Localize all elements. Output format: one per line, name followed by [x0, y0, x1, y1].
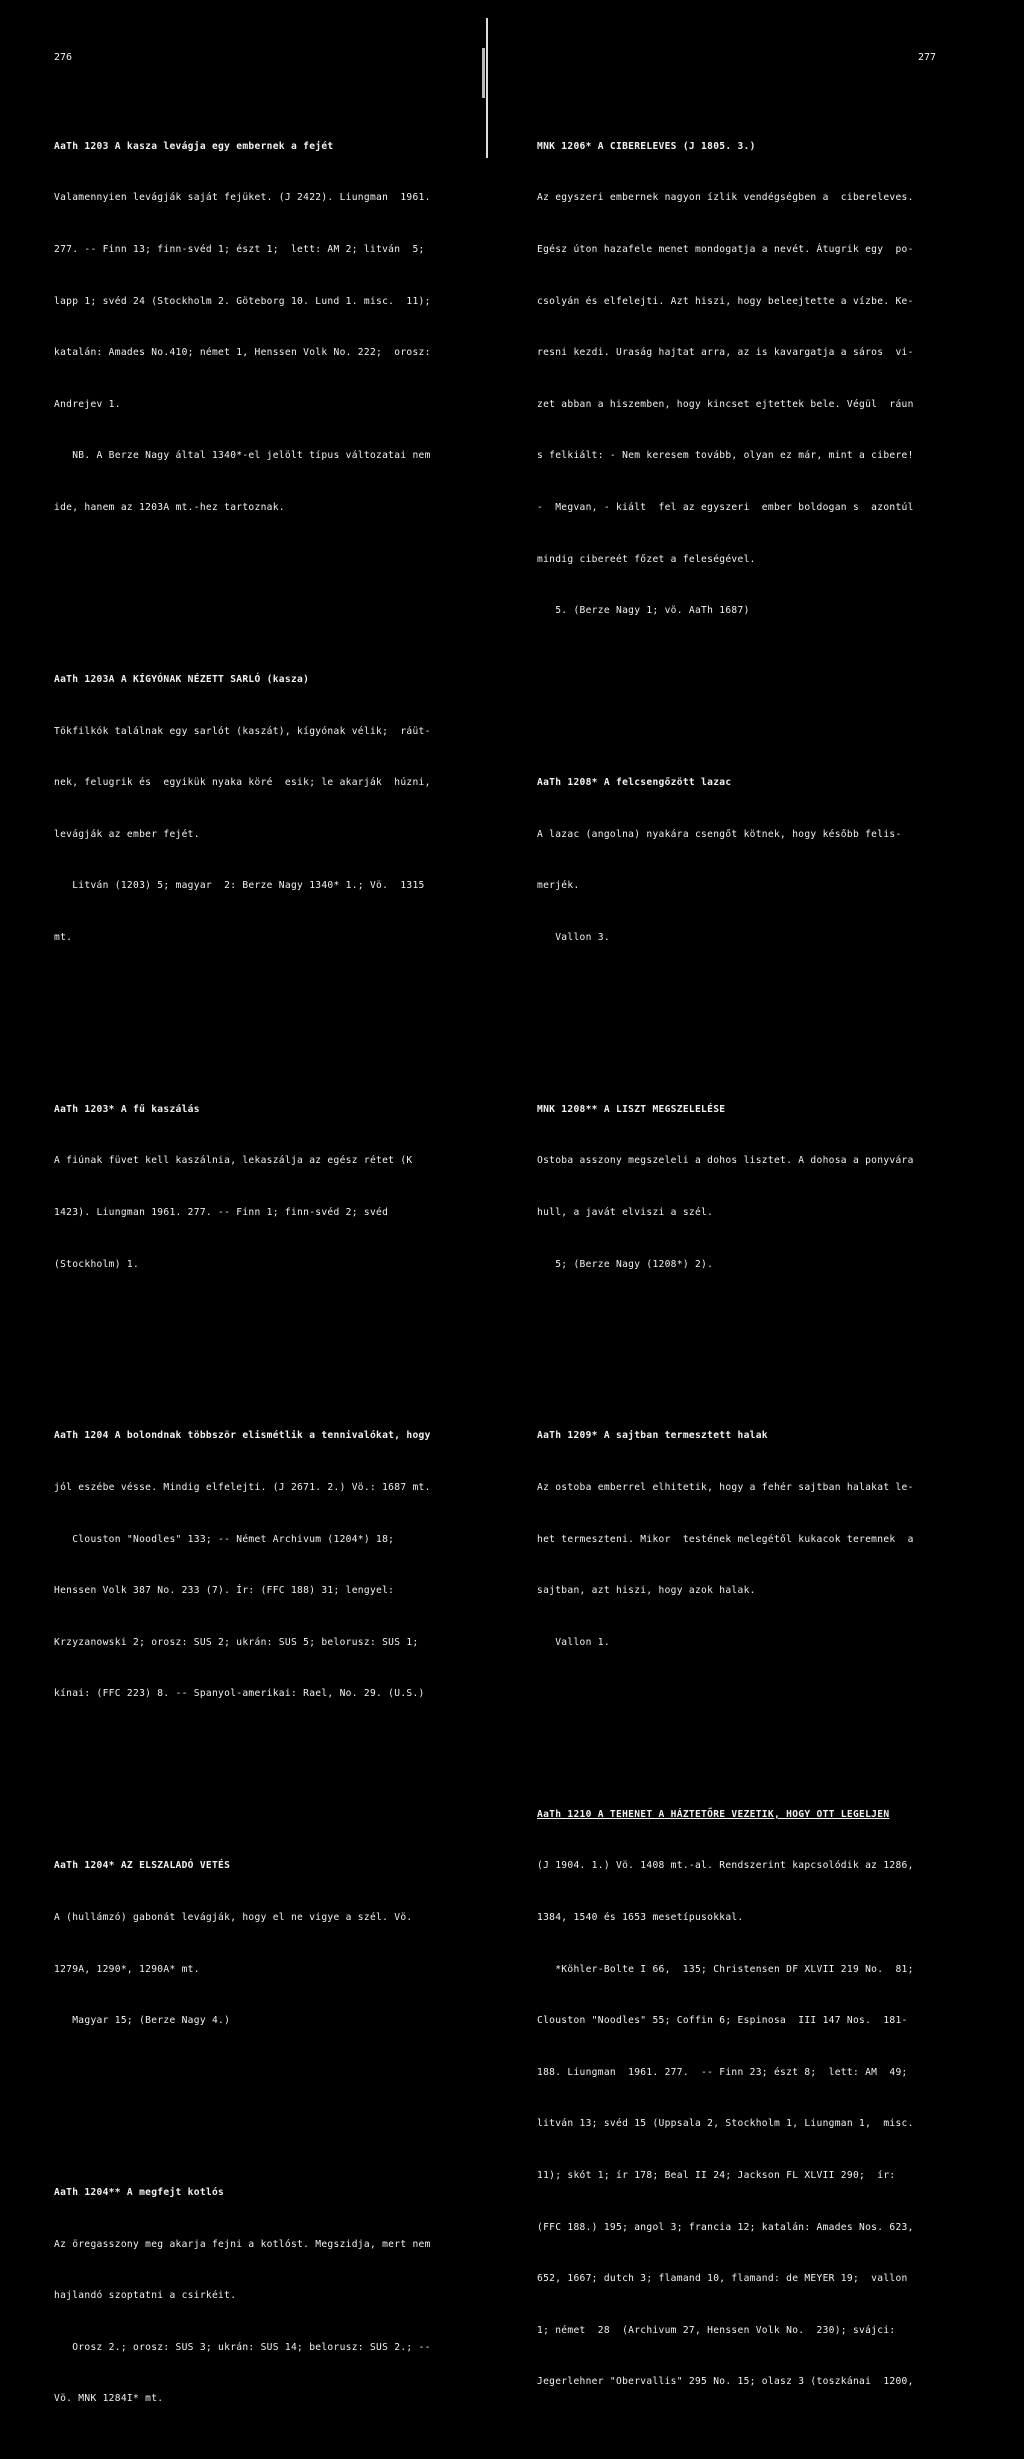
entry-1203a	[54, 637, 464, 981]
left-column	[54, 69, 464, 2459]
entry-line: Clouston "Noodles" 133; -- Német Archivum (1204*) 18;	[54, 1533, 395, 1545]
entry-line: Vallon 3.	[537, 931, 610, 943]
entry-line: A lazac (angolna) nyakára csengőt kötnek, hogy később felis-	[537, 828, 902, 840]
entry-mnk-1206	[537, 103, 977, 654]
entry-line: Tökfilkók találnak egy sarlót (kaszát), kígyónak vélik; ráüt-	[54, 725, 431, 737]
entry-heading: AaTh 1210 A TEHENET A HÁZTETŐRE VEZETIK, HOGY OTT LEGELJEN	[537, 1808, 890, 1820]
entry-heading: AaTh 1208* A felcsengőzött lazac	[537, 777, 732, 789]
entry-line: Magyar 15; (Berze Nagy 4.)	[54, 2015, 231, 2027]
entry-line: 5; (Berze Nagy (1208*) 2).	[537, 1258, 714, 1270]
entry-line: Krzyzanowski 2; orosz: SUS 2; ukrán: SUS 5; belorusz: SUS 1;	[54, 1636, 419, 1648]
entry-1203	[54, 103, 464, 550]
entry-line: Az egyszeri embernek nagyon ízlik vendégségben a cibereleves.	[537, 192, 914, 204]
entry-1204-2star	[54, 2150, 464, 2442]
entry-line: hull, a javát elviszi a szél.	[537, 1207, 714, 1218]
entry-line: mt.	[54, 931, 73, 943]
entry-heading: AaTh 1204 A bolondnak többször elismétlik a tennivalókat, hogy	[54, 1430, 431, 1442]
entry-1209-star	[537, 1393, 977, 1685]
entry-line: jól eszébe vésse. Mindig elfelejti. (J 2671. 2.) Vö.: 1687 mt.	[54, 1482, 431, 1494]
entry-line: 1423). Liungman 1961. 277. -- Finn 1; finn-svéd 2; svéd	[54, 1207, 389, 1218]
entry-heading: AaTh 1209* A sajtban termesztett halak	[537, 1430, 768, 1442]
entry-line: Jegerlehner "Obervallis" 295 No. 15; olasz 3 (toszkánai 1200,	[537, 2376, 914, 2388]
entry-line: nek, felugrik és egyikük nyaka köré esik; le akarják húzni,	[54, 777, 431, 789]
entry-line: sajtban, azt hiszi, hogy azok halak.	[537, 1585, 756, 1597]
entry-line: Egész úton hazafele menet mondogatja a nevét. Átugrik egy po-	[537, 244, 914, 256]
entry-heading: AaTh 1203 A kasza levágja egy embernek a fejét	[54, 140, 334, 152]
entry-line: ide, hanem az 1203A mt.-hez tartoznak.	[54, 502, 285, 514]
entry-heading: MNK 1208** A LISZT MEGSZELELÉSE	[537, 1103, 726, 1115]
entry-line: (J 1904. 1.) Vö. 1408 mt.-al. Rendszerint kapcsolódik az 1286,	[537, 1860, 914, 1872]
entry-line: merjék.	[537, 880, 580, 892]
entry-heading: AaTh 1203A A KÍGYÓNAK NÉZETT SARLÓ (kasza)	[54, 673, 310, 685]
entry-line: Andrejev 1.	[54, 398, 121, 410]
entry-line: zet abban a hiszemben, hogy kincset ejtettek bele. Végül ráun	[537, 398, 914, 410]
entry-line: levágják az ember fejét.	[54, 828, 200, 840]
entry-line: Orosz 2.; orosz: SUS 3; ukrán: SUS 14; belorusz: SUS 2.; --	[54, 2341, 431, 2353]
entry-line: Az ostoba emberrel elhitetik, hogy a fehér sajtban halakat le-	[537, 1482, 914, 1494]
entry-line: katalán: Amades No.410; német 1, Henssen Volk No. 222; orosz:	[54, 347, 431, 359]
entry-line: hajlandó szoptatni a csirkéit.	[54, 2290, 237, 2302]
entry-heading: AaTh 1203* A fű kaszálás	[54, 1103, 200, 1115]
entry-1208-star	[537, 740, 977, 981]
entry-mnk-1208-2star	[537, 1066, 977, 1307]
page-number-right: 277	[918, 52, 937, 63]
entry-1204-star	[54, 1823, 464, 2064]
entry-line: A (hullámzó) gabonát levágják, hogy el ne vigye a szél. Vö.	[54, 1911, 413, 1923]
entry-line: - Megvan, - kiált fel az egyszeri ember boldogan s azontúl	[537, 502, 914, 514]
entry-line: lapp 1; svéd 24 (Stockholm 2. Göteborg 10. Lund 1. misc. 11);	[54, 295, 431, 307]
entry-line: s felkiált: - Nem keresem tovább, olyan ez már, mint a cibere!	[537, 450, 914, 462]
entry-line: Henssen Volk 387 No. 233 (7). Ír: (FFC 188) 31; lengyel:	[54, 1585, 395, 1597]
entry-line: A fiúnak füvet kell kaszálnia, lekaszálja az egész rétet (K	[54, 1155, 413, 1167]
entry-line: 277. -- Finn 13; finn-svéd 1; észt 1; lett: AM 2; litván 5;	[54, 244, 425, 256]
entry-line: mindig cibereét főzet a feleségével.	[537, 553, 756, 565]
entry-line: litván 13; svéd 15 (Uppsala 2, Stockholm 1, Liungman 1, misc.	[537, 2118, 914, 2130]
entry-heading: AaTh 1204* AZ ELSZALADÓ VETÉS	[54, 1860, 231, 1872]
book-spine	[486, 18, 488, 158]
entry-line: Ostoba asszony megszeleli a dohos lisztet. A dohosa a ponyvára	[537, 1155, 914, 1167]
book-spine-shadow	[482, 48, 485, 98]
entry-line: Vö. MNK 1284I* mt.	[54, 2393, 164, 2405]
entry-line: Vallon 1.	[537, 1636, 610, 1648]
entry-1210	[537, 1771, 977, 2425]
entry-line: Valamennyien levágják saját fejüket. (J 2422). Liungman 1961.	[54, 192, 431, 204]
entry-line: resni kezdi. Uraság hajtat arra, az is kavargatja a sáros vi-	[537, 347, 914, 359]
entry-line: 11); skót 1; ír 178; Beal II 24; Jackson FL XLVII 290; ír:	[537, 2169, 896, 2181]
right-column	[537, 69, 977, 2442]
entry-line: (Stockholm) 1.	[54, 1258, 140, 1270]
entry-line: Az öregasszony meg akarja fejni a kotlóst. Megszidja, mert nem	[54, 2238, 431, 2250]
entry-line: Litván (1203) 5; magyar 2: Berze Nagy 1340* 1.; Vö. 1315	[54, 880, 425, 892]
entry-heading: MNK 1206* A CIBERELEVES (J 1805. 3.)	[537, 140, 756, 152]
entry-line: het termeszteni. Mikor testének melegétől kukacok teremnek a	[537, 1533, 914, 1545]
entry-line: *Köhler-Bolte I 66, 135; Christensen DF XLVII 219 No. 81;	[537, 1963, 914, 1975]
entry-line: csolyán és elfelejti. Azt hiszi, hogy beleejtette a vízbe. Ke-	[537, 295, 914, 307]
entry-line: 5. (Berze Nagy 1; vö. AaTh 1687)	[537, 605, 750, 617]
entry-1203-star	[54, 1066, 464, 1307]
entry-1204	[54, 1393, 464, 1737]
entry-line: 1384, 1540 és 1653 mesetípusokkal.	[537, 1911, 744, 1923]
entry-line: 652, 1667; dutch 3; flamand 10, flamand: de MEYER 19; vallon	[537, 2273, 908, 2285]
entry-line: kínai: (FFC 223) 8. -- Spanyol-amerikai: Rael, No. 29. (U.S.)	[54, 1688, 425, 1700]
entry-line: 1279A, 1290*, 1290A* mt.	[54, 1963, 200, 1975]
entry-heading: AaTh 1204** A megfejt kotlós	[54, 2186, 225, 2198]
entry-line: (FFC 188.) 195; angol 3; francia 12; katalán: Amades Nos. 623,	[537, 2221, 914, 2233]
entry-line: 188. Liungman 1961. 277. -- Finn 23; észt 8; lett: AM 49;	[537, 2066, 908, 2078]
page-number-left: 276	[54, 52, 73, 63]
entry-line: Clouston "Noodles" 55; Coffin 6; Espinosa III 147 Nos. 181-	[537, 2015, 908, 2027]
entry-line: NB. A Berze Nagy által 1340*-el jelölt típus változatai nem	[54, 450, 431, 462]
entry-line: 1; német 28 (Archivum 27, Henssen Volk No. 230); svájci:	[537, 2324, 896, 2336]
